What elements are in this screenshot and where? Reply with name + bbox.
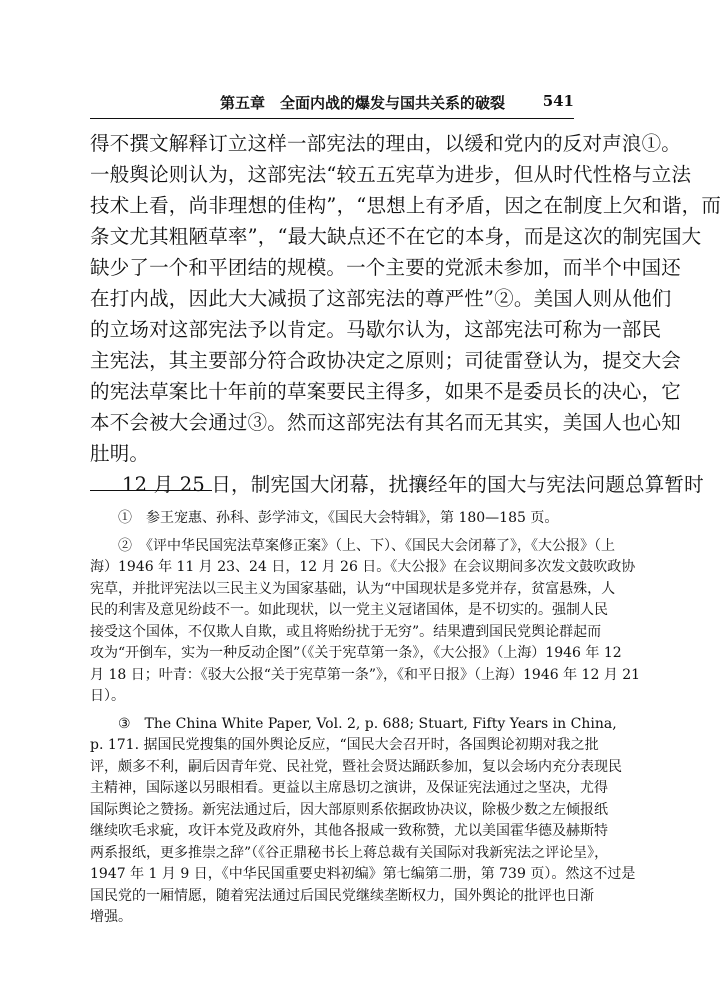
- footnote-line: 国民党的一厢情愿，随着宪法通过后国民党继续垄断权力，国外舆论的批评也日渐: [90, 887, 594, 904]
- body-line: 本不会被大会通过③。然而这部宪法有其名而无其实，美国人也心知: [90, 411, 682, 434]
- chapter-title: 第五章 全面内战的爆发与国共关系的破裂: [220, 94, 506, 112]
- body-line: 主宪法，其主要部分符合政协决定之原则；司徒雷登认为，提交大会: [90, 349, 682, 372]
- footnote-line: 日）。: [90, 688, 125, 704]
- paragraph-start-line: 12 月 25 日，制宪国大闭幕，扰攘经年的国大与宪法问题总算暂时: [122, 473, 704, 496]
- body-line: 的立场对这部宪法予以肯定。马歇尔认为，这部宪法可称为一部民: [90, 318, 662, 341]
- main-text: [90, 128, 721, 500]
- footnote-line: 月 18 日；叶青：《驳大公报“关于宪草第一条”》，《和平日报》（上海）1946 年 12 月 21: [90, 666, 641, 683]
- footnote-line: 国际舆论之赞扬。新宪法通过后，因大部原则系依据政协决议，除极少数之左倾报纸: [90, 801, 608, 818]
- footnote-line: ② 《评中华民国宪法草案修正案》（上、下）、《国民大会闭幕了》，《大公报》（上: [118, 537, 615, 554]
- footnote-line: ① 参王宠惠、孙科、彭学沛文，《国民大会特辑》，第 180—185 页。: [118, 510, 559, 526]
- body-line: 一般舆论则认为，这部宪法“较五五宪草为进步，但从时代性格与立法: [90, 163, 692, 186]
- footnote-line: 接受这个国体，不仅欺人自欺，或且将贻纷扰于无穷”。结果遭到国民党舆论群起而: [90, 623, 602, 640]
- footnote-3: [90, 714, 636, 929]
- footnote-line: 攻为“开倒车，实为一种反动企图”（《关于宪草第一条》，《大公报》（上海）1946 年 12: [90, 645, 622, 661]
- footnote-line: 主精神，国际遂以另眼相看。更益以主席恳切之演讲，及保证宪法通过之坚决，尤得: [90, 780, 608, 796]
- body-line: 肚明。: [90, 442, 150, 465]
- body-line: 的宪法草案比十年前的草案要民主得多，如果不是委员长的决心，它: [90, 380, 682, 403]
- header-rule: [90, 118, 574, 119]
- footnote-line: 民的利害及意见纷歧不一。如此现状，以一党主义冠诸国体，是不切实的。强制人民: [90, 602, 608, 618]
- footnote-line: 宪草，并批评宪法以三民主义为国家基础，认为“中国现状是多党并存，贫富悬殊，人: [90, 580, 616, 597]
- footnote-line: 两系报纸，更多推崇之辞”（《谷正鼎秘书长上蒋总裁有关国际对我新宪法之评论呈》，: [90, 844, 609, 861]
- footnote-line: ③ The China White Paper, Vol. 2, p. 688; Stuart, Fifty Years in China,: [118, 715, 617, 732]
- footnote-line: p. 171. 据国民党搜集的国外舆论反应，“国民大会召开时，各国舆论初期对我之批: [90, 737, 599, 753]
- footnote-1: [90, 508, 582, 530]
- footnote-line: 海）1946 年 11 月 23、24 日，12 月 26 日。《大公报》在会议期间多次发文鼓吹政协: [90, 559, 636, 575]
- body-line: 技术上看，尚非理想的佳构”，“思想上有矛盾，因之在制度上欠和谐，而: [90, 194, 721, 217]
- body-line: 得不撰文解释订立这样一部宪法的理由，以缓和党内的反对声浪①。: [90, 132, 682, 155]
- page-number: 541: [542, 92, 574, 110]
- footnote-line: 继续吹毛求疵，攻讦本党及政府外，其他各报咸一致称赞，尤以美国霍华德及赫斯特: [90, 823, 608, 839]
- running-header: [90, 92, 574, 118]
- footnote-separator: [90, 490, 212, 491]
- footnote-line: 评，颇多不利，嗣后因青年党、民社党，暨社会贤达踊跃参加，复以会场内充分表现民: [90, 758, 622, 775]
- footnote-line: 1947 年 1 月 9 日，《中华民国重要史料初编》第七编第二册，第 739 页）。然这不过是: [90, 866, 636, 882]
- body-line: 在打内战，因此大大减损了这部宪法的尊严性”②。美国人则从他们: [90, 287, 672, 310]
- footnote-line: 增强。: [90, 909, 132, 925]
- body-line: 条文尤其粗陋草率”，“最大缺点还不在它的本身，而是这次的制宪国大: [90, 225, 702, 248]
- body-line: 缺少了一个和平团结的规模。一个主要的党派未参加，而半个中国还: [90, 256, 682, 279]
- footnote-2: [90, 536, 641, 708]
- footnotes: [90, 508, 641, 929]
